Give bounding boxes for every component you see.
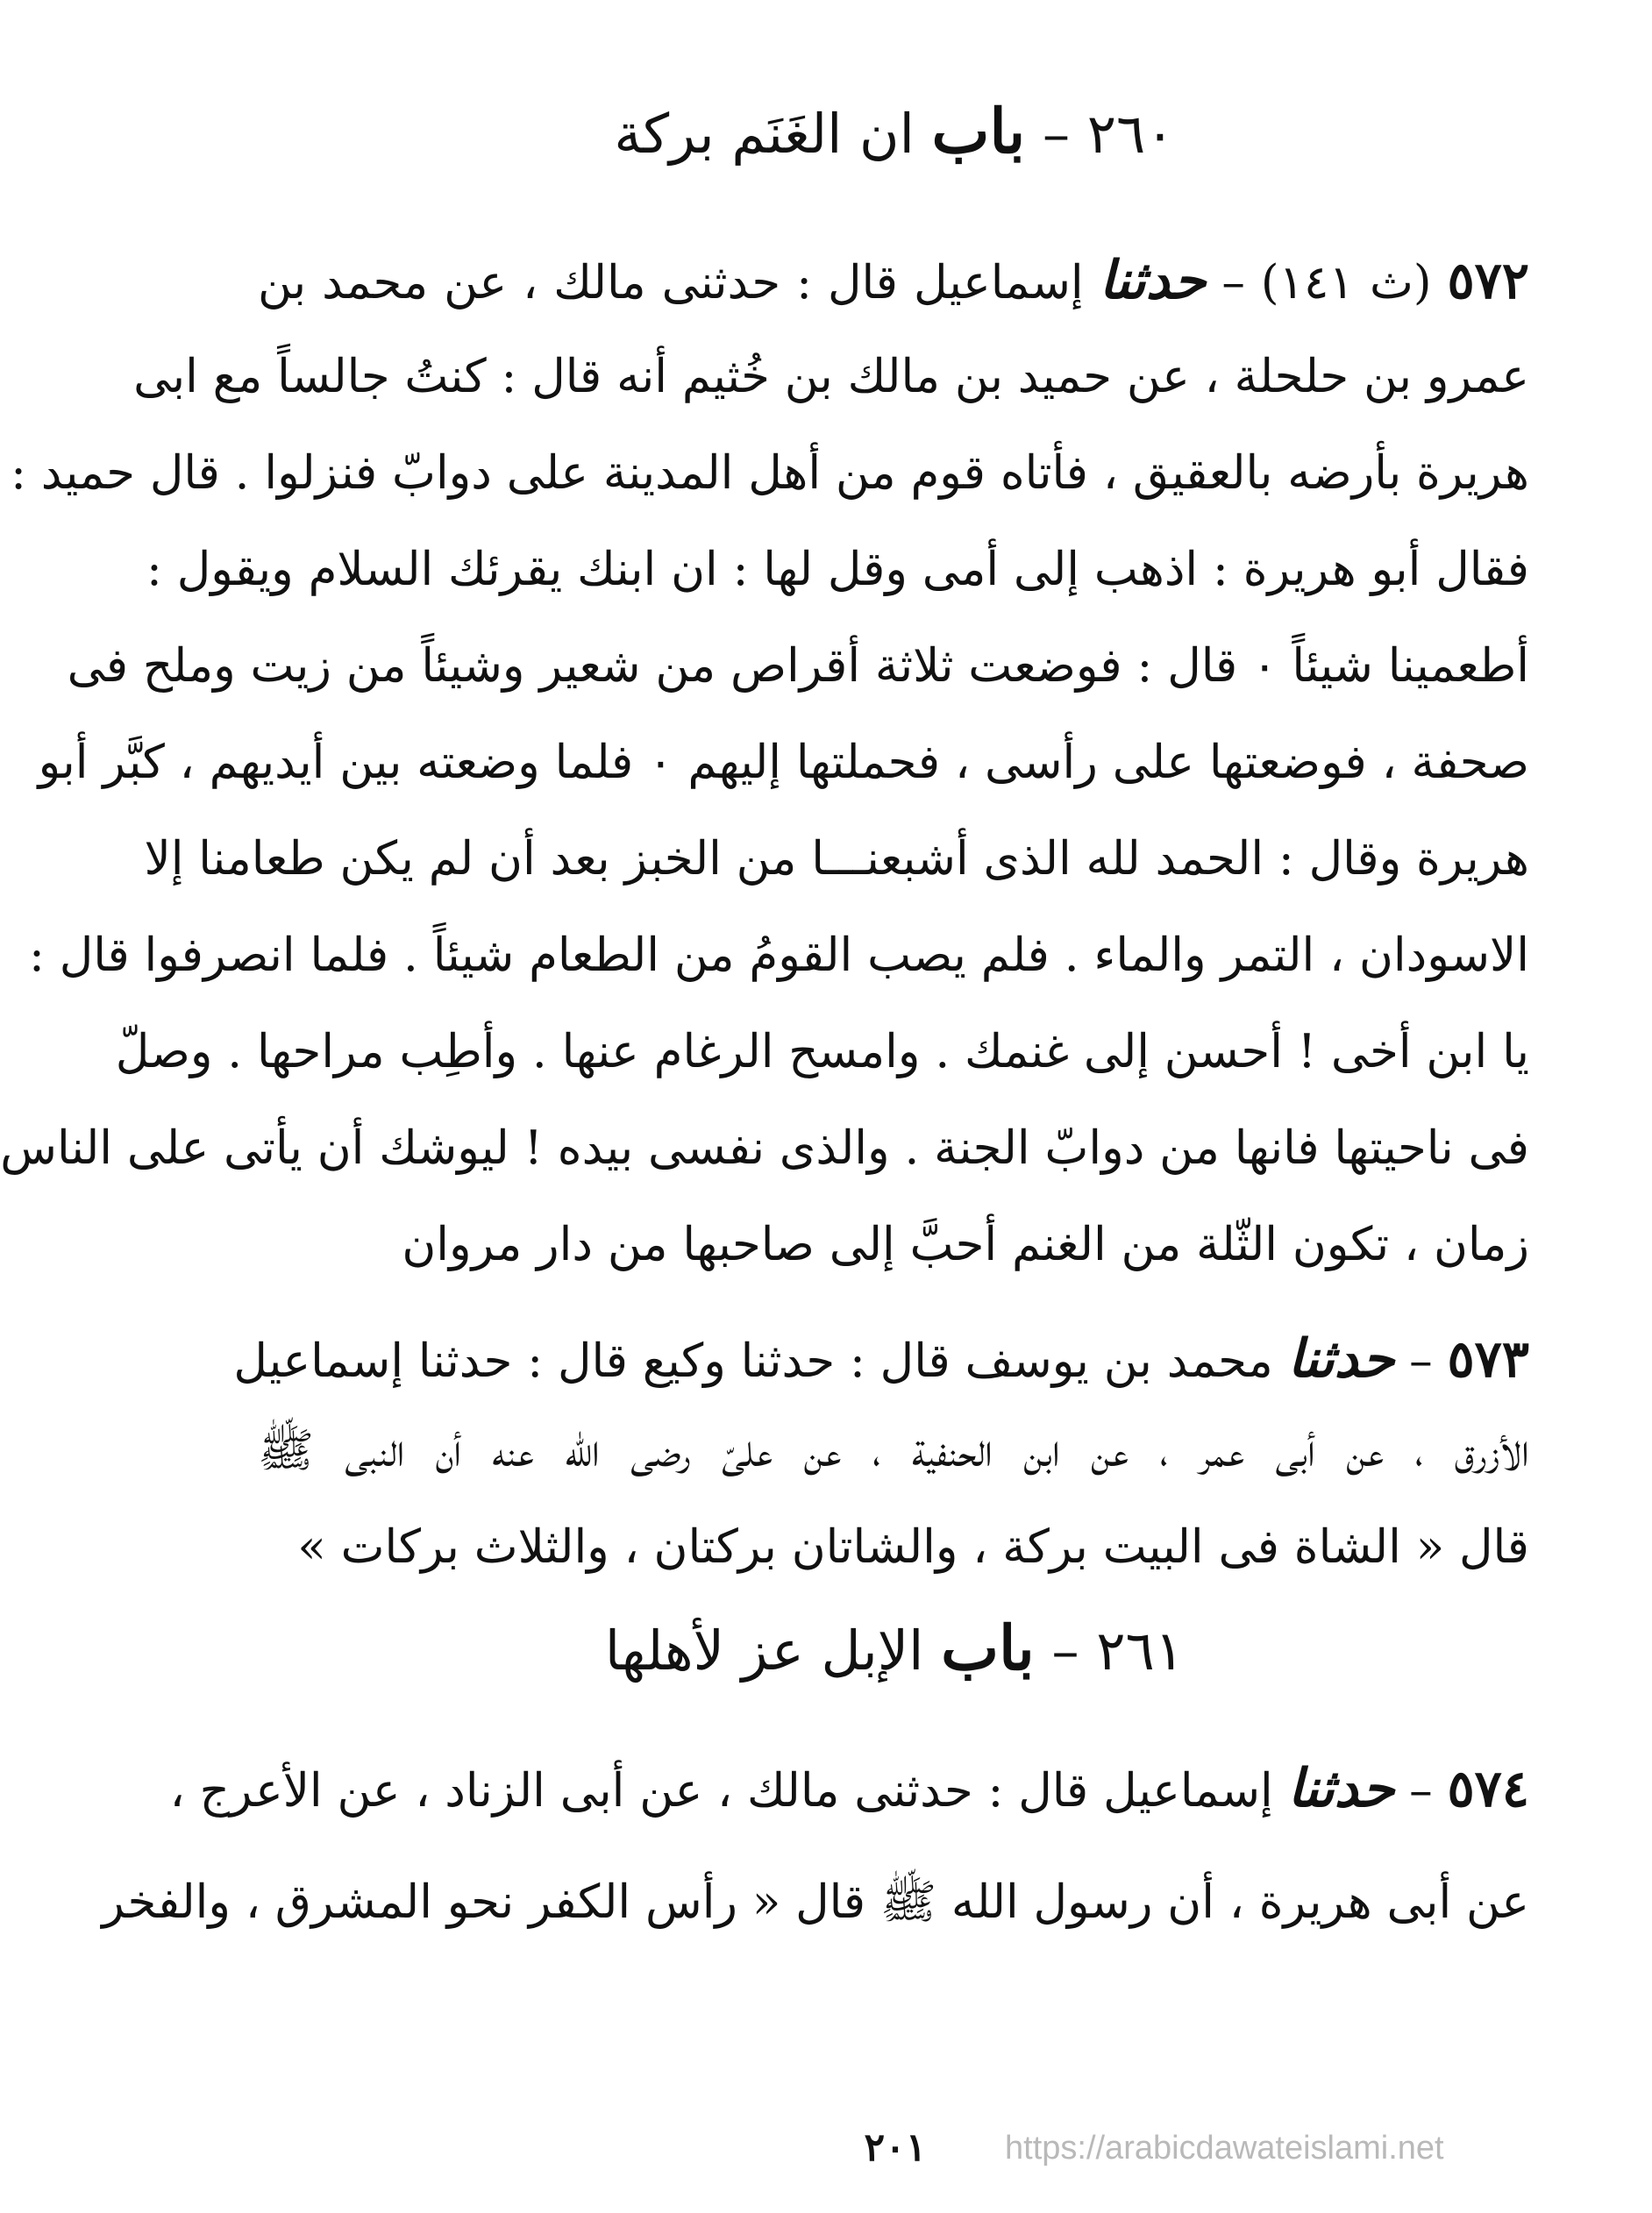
- hadith-572-line: يا ابن أخى ! أحسن إلى غنمك . وامسح الرغام عنها . وأطِب مراحها . وصلّ: [115, 1025, 1529, 1078]
- haddathana-word: حدثنا: [1287, 1758, 1395, 1819]
- hadith-dash: –: [1409, 1764, 1433, 1818]
- hadith-572-line: فقال أبو هريرة : اذهب إلى أمى وقل لها : ان ابنك يقرئك السلام ويقول :: [146, 543, 1529, 596]
- chapter-title: الإبل عز لأهلها: [604, 1619, 924, 1683]
- hadith-text: إسماعيل قال : حدثنى مالك ، عن محمد بن: [258, 256, 1084, 310]
- hadith-reference: (ث ١٤١): [1260, 256, 1432, 310]
- chapter-number: ٢٦١: [1096, 1619, 1185, 1683]
- chapter-dash: –: [1051, 1619, 1079, 1683]
- chapter-bab-word: باب: [931, 95, 1026, 167]
- chapter-heading-260: [137, 96, 1652, 169]
- hadith-dash: –: [1409, 1334, 1433, 1388]
- hadith-572-line: عمرو بن حلحلة ، عن حميد بن مالك بن خُثيم أنه قال : كنتُ جالساً مع ابى: [133, 350, 1529, 403]
- hadith-number: ٥٧٣: [1447, 1329, 1529, 1389]
- chapter-heading-261: [137, 1613, 1652, 1686]
- watermark-url: https://arabicdawateislami.net: [1005, 2130, 1444, 2167]
- haddathana-word: حدثنا: [1287, 1328, 1395, 1390]
- hadith-572-line: صحفة ، فوضعتها على رأسى ، فحملتها إليهم ٠ فلما وضعته بين أيديهم ، كبَّر أبو: [38, 736, 1529, 789]
- hadith-text: إسماعيل قال : حدثنى مالك ، عن أبى الزناد ، عن الأعرج ،: [169, 1764, 1273, 1818]
- chapter-number: ٢٦٠: [1086, 102, 1175, 166]
- hadith-572-line: هريرة وقال : الحمد لله الذى أشبعنـــا من الخبز بعد أن لم يكن طعامنا إلا: [144, 832, 1529, 886]
- hadith-574-line: [169, 1745, 1529, 1832]
- hadith-573-line: [233, 1315, 1529, 1403]
- hadith-572-line: [258, 237, 1529, 324]
- hadith-text: محمد بن يوسف قال : حدثنا وكيع قال : حدثنا إسماعيل: [233, 1334, 1273, 1388]
- chapter-title: ان الغَنَم بركة: [614, 102, 915, 166]
- hadith-572-line: هريرة بأرضه بالعقيق ، فأتاه قوم من أهل المدينة على دوابّ فنزلوا . قال حميد :: [11, 446, 1529, 500]
- hadith-number: ٥٧٤: [1447, 1759, 1529, 1818]
- chapter-dash: –: [1042, 102, 1070, 166]
- hadith-572-line: الاسودان ، التمر والماء . فلم يصب القومُ من الطعام شيئاً . فلما انصرفوا قال :: [28, 929, 1529, 982]
- hadith-dash: –: [1221, 256, 1245, 310]
- hadith-574-line: عن أبى هريرة ، أن رسول الله ﷺ قال « رأس الكفر نحو المشرق ، والفخر: [102, 1875, 1529, 1929]
- chapter-bab-word: باب: [941, 1612, 1035, 1684]
- hadith-573-line: الأزرق ، عن أبى عمر ، عن ابن الحنفية ، عن علىّ رضى الله عنه أن النبى ﷺ: [258, 1424, 1529, 1477]
- hadith-572-line: فى ناحيتها فانها من دوابّ الجنة . والذى نفسى بيده ! ليوشك أن يأتى على الناس: [0, 1121, 1529, 1175]
- haddathana-word: حدثنا: [1099, 250, 1207, 311]
- hadith-573-line: قال « الشاة فى البيت بركة ، والشاتان بركتان ، والثلاث بركات »: [297, 1520, 1529, 1574]
- page-number: ٢٠١: [864, 2125, 927, 2170]
- hadith-number: ٥٧٢: [1447, 251, 1529, 310]
- hadith-572-line: أطعمينا شيئاً ٠ قال : فوضعت ثلاثة أقراص من شعير وشيئاً من زيت وملح فى: [67, 639, 1529, 693]
- hadith-572-line: زمان ، تكون الثّلة من الغنم أحبَّ إلى صاحبها من دار مروان: [402, 1218, 1529, 1271]
